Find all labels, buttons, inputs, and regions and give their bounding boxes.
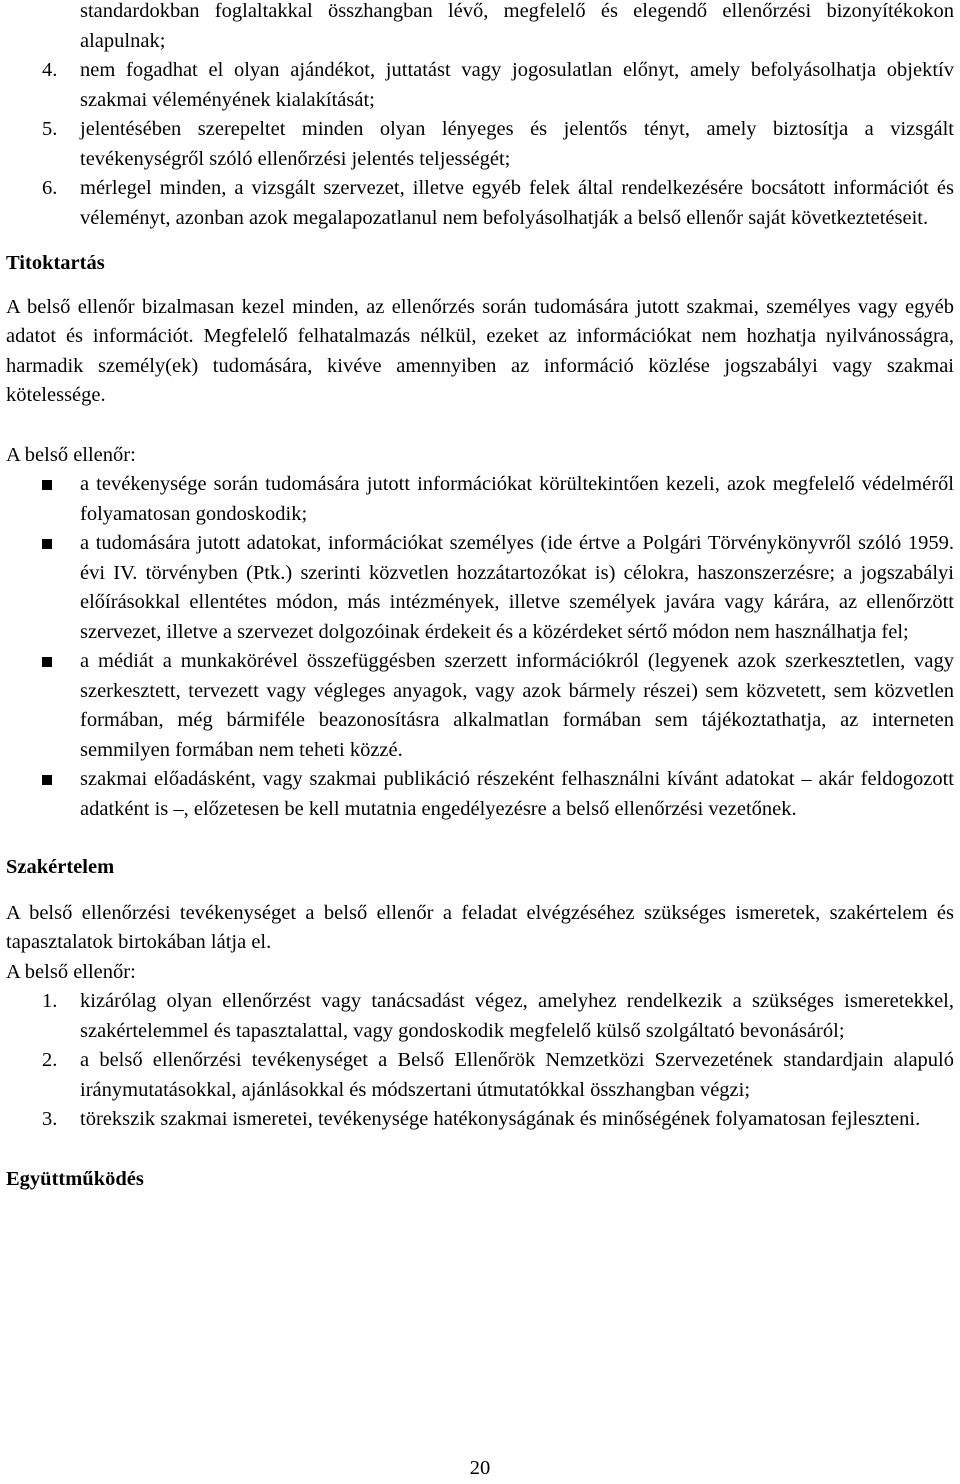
heading-egyuttmukodes: Együttműködés — [6, 1167, 144, 1190]
heading-szakertelem: Szakértelem — [6, 856, 115, 878]
bullet-text: a médiát a munkakörével összefüggésben szerzett információkról (legyenek azok szerkesztetlen, vagy szerkesztett, tervezett vagy végleges anyagok, vagy azok bármely részei) sem közvetett, sem közvetlen formában, még bármiféle beazonosításra alkalmatlan formában sem tájékoztathatja, az interneten semmilyen formában nem teheti közzé. — [80, 650, 954, 761]
szakertelem-intro: A belső ellenőr: — [6, 960, 136, 983]
szakertelem-paragraph: A belső ellenőrzési tevékenységet a belső ellenőr a feladat elvégzéséhez szükséges ismeretek, szakértelem és tapasztalatok birtokában látja el. — [6, 901, 954, 953]
list-item — [6, 56, 954, 115]
item-text: kizárólag olyan ellenőrzést vagy tanácsadást végez, amelyhez rendelkezik a szükséges ismeretekkel, szakértelemmel és tapasztalattal, vagy gondoskodik megfelelő külső szolgáltató bevonásáról; — [80, 990, 954, 1042]
titoktartas-paragraph: A belső ellenőr bizalmasan kezel minden, az ellenőrzés során tudomására jutott szakmai, személyes vagy egyéb adatot és információt. Megfelelő felhatalmazás nélkül, ezeket az információkat nem hozhatja nyilvánosságra, harmadik személy(ek) tudomására, kivéve amennyiben az információ közlése jogszabályi vagy szakmai kötelessége. — [6, 295, 954, 406]
item-number: 6. — [42, 177, 58, 199]
page-number: 20 — [469, 1457, 491, 1479]
item-number: 4. — [42, 59, 58, 81]
top-numbered-list — [6, 56, 954, 233]
item-text: jelentésében szerepeltet minden olyan lényeges és jelentős tényt, amely biztosítja a vizsgált tevékenységről szóló ellenőrzési jelentés teljességét; — [80, 118, 954, 170]
szakertelem-numbered-list — [6, 987, 954, 1135]
list-item — [6, 987, 954, 1046]
document-page — [6, 0, 954, 1194]
item-text: mérlegel minden, a vizsgált szervezet, illetve egyéb felek által rendelkezésére bocsátott információt és véleményt, azonban azok megalapozatlanul nem befolyásolhatják a belső ellenőr saját következtetéseit. — [80, 177, 954, 229]
item-number: 5. — [42, 118, 58, 140]
list-item — [6, 174, 954, 233]
bullet-text: a tudomására jutott adatokat, információkat személyes (ide értve a Polgári Törvénykönyvről szóló 1959. évi IV. törvényben (Ptk.) szerinti közvetlen hozzátartozókat is) célokra, haszonszerzésre; a jogszabályi előírásokkal ellentétes módon, más intézmények, illetve személyek javára vagy kárára, az ellenőrzött szervezet, illetve a szervezet dolgozóinak érdekeit és a közérdeket sértő módon nem használhatja fel; — [80, 532, 954, 643]
square-bullet-icon — [42, 657, 52, 667]
list-item — [6, 1105, 954, 1135]
item-text: törekszik szakmai ismeretei, tevékenysége hatékonyságának és minőségének folyamatosan fejleszteni. — [80, 1108, 921, 1130]
bullet-item — [6, 765, 954, 824]
bullet-text: szakmai előadásként, vagy szakmai publikáció részeként felhasználni kívánt adatokat – akár feldogozott adatként is –, előzetesen be kell mutatnia engedélyezésre a belső ellenőrzési vezetőnek. — [80, 768, 954, 820]
item-number: 1. — [42, 990, 58, 1012]
item-text: a belső ellenőrzési tevékenységet a Belső Ellenőrök Nemzetközi Szervezetének standardjain alapuló iránymutatásokkal, ajánlásokkal és módszertani útmutatókkal összhangban végzi; — [80, 1049, 954, 1101]
square-bullet-icon — [42, 480, 52, 490]
list-item — [6, 115, 954, 174]
heading-titoktartas: Titoktartás — [6, 252, 105, 274]
bullet-item — [6, 647, 954, 765]
bullet-item — [6, 529, 954, 647]
bullet-item — [6, 470, 954, 529]
titoktartas-intro: A belső ellenőr: — [6, 443, 136, 466]
list-item — [6, 1046, 954, 1105]
item-number: 2. — [42, 1049, 58, 1071]
bullet-text: a tevékenysége során tudomására jutott információkat körültekintően kezeli, azok megfelelő védelméről folyamatosan gondoskodik; — [80, 473, 954, 525]
top-continuation: standardokban foglaltakkal összhangban lévő, megfelelő és elegendő ellenőrzési bizonyítékokon alapulnak; — [80, 0, 954, 52]
square-bullet-icon — [42, 539, 52, 549]
item-number: 3. — [42, 1108, 58, 1130]
item-text: nem fogadhat el olyan ajándékot, juttatást vagy jogosulatlan előnyt, amely befolyásolhatja objektív szakmai véleményének kialakítását; — [80, 59, 954, 111]
titoktartas-bullet-list — [6, 470, 954, 824]
square-bullet-icon — [42, 775, 52, 785]
